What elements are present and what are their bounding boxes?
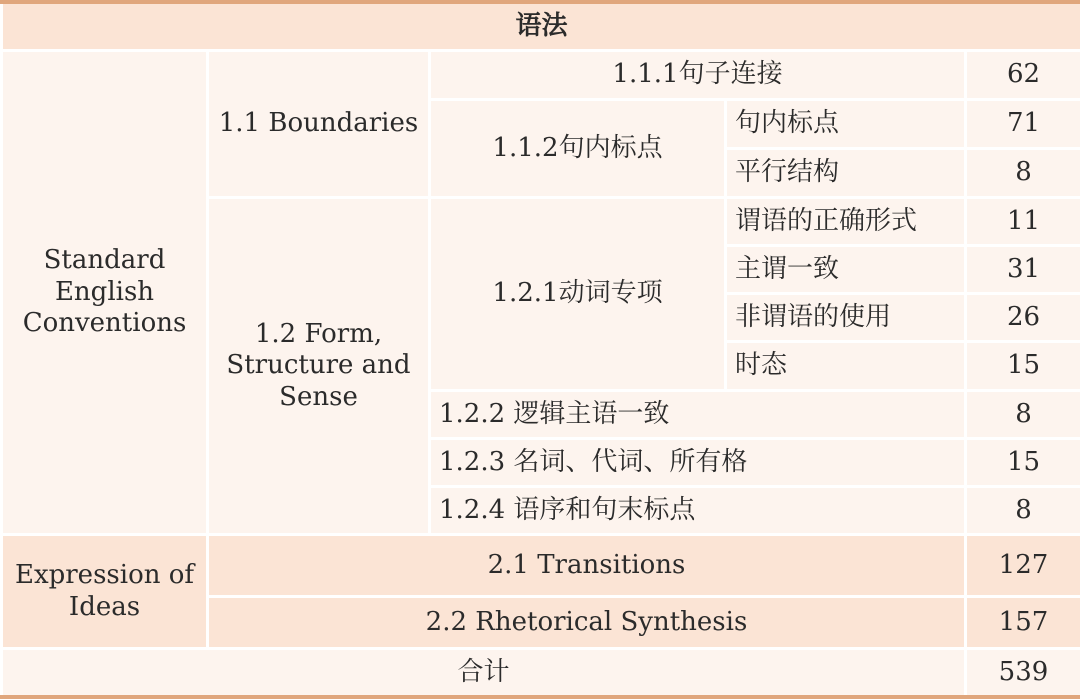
item-label: 时态: [726, 342, 966, 390]
count-cell: 31: [966, 246, 1080, 294]
subcategory-transitions: 2.1 Transitions: [208, 534, 966, 596]
topic-nouns-pronouns: 1.2.3 名词、代词、所有格: [430, 438, 966, 486]
category-expression-of-ideas: [2, 534, 208, 648]
count-cell: 62: [966, 50, 1080, 99]
count-cell: 8: [966, 390, 1080, 438]
subcategory-label-line: Sense: [279, 381, 358, 412]
count-cell: 15: [966, 342, 1080, 390]
item-label: 句内标点: [726, 99, 966, 148]
category-label-line: Standard: [43, 245, 166, 276]
count-cell: 8: [966, 486, 1080, 534]
subcategory-boundaries: 1.1 Boundaries: [208, 50, 430, 197]
count-cell: 11: [966, 198, 1080, 246]
count-cell: 26: [966, 294, 1080, 342]
count-cell: 157: [966, 597, 1080, 649]
count-cell: 8: [966, 148, 1080, 197]
subcategory-form-structure-sense: [208, 198, 430, 535]
total-label: 合计: [2, 649, 966, 697]
category-label-line: English: [54, 276, 155, 307]
item-label: 非谓语的使用: [726, 294, 966, 342]
category-standard-english-conventions: [2, 50, 208, 534]
total-count: 539: [966, 649, 1080, 697]
subcategory-label-line: 1.2 Form,: [254, 319, 383, 350]
subcategory-rhetorical-synthesis: 2.2 Rhetorical Synthesis: [208, 597, 966, 649]
count-cell: 15: [966, 438, 1080, 486]
table-title: 语法: [2, 2, 1080, 50]
topic-logical-subject: 1.2.2 逻辑主语一致: [430, 390, 966, 438]
topic-internal-punctuation: 1.1.2句内标点: [430, 99, 726, 197]
category-label-line: Ideas: [68, 591, 141, 622]
count-cell: 71: [966, 99, 1080, 148]
item-label: 谓语的正确形式: [726, 198, 966, 246]
topic-verbs: 1.2.1动词专项: [430, 198, 726, 391]
item-label: 平行结构: [726, 148, 966, 197]
count-cell: 127: [966, 534, 1080, 596]
topic-word-order: 1.2.4 语序和句末标点: [430, 486, 966, 534]
subcategory-label-line: Structure and: [226, 350, 411, 381]
topic-sentence-joining: 1.1.1句子连接: [430, 50, 966, 99]
item-label: 主谓一致: [726, 246, 966, 294]
category-label-line: Expression of: [14, 560, 195, 591]
category-label-line: Conventions: [22, 307, 187, 338]
